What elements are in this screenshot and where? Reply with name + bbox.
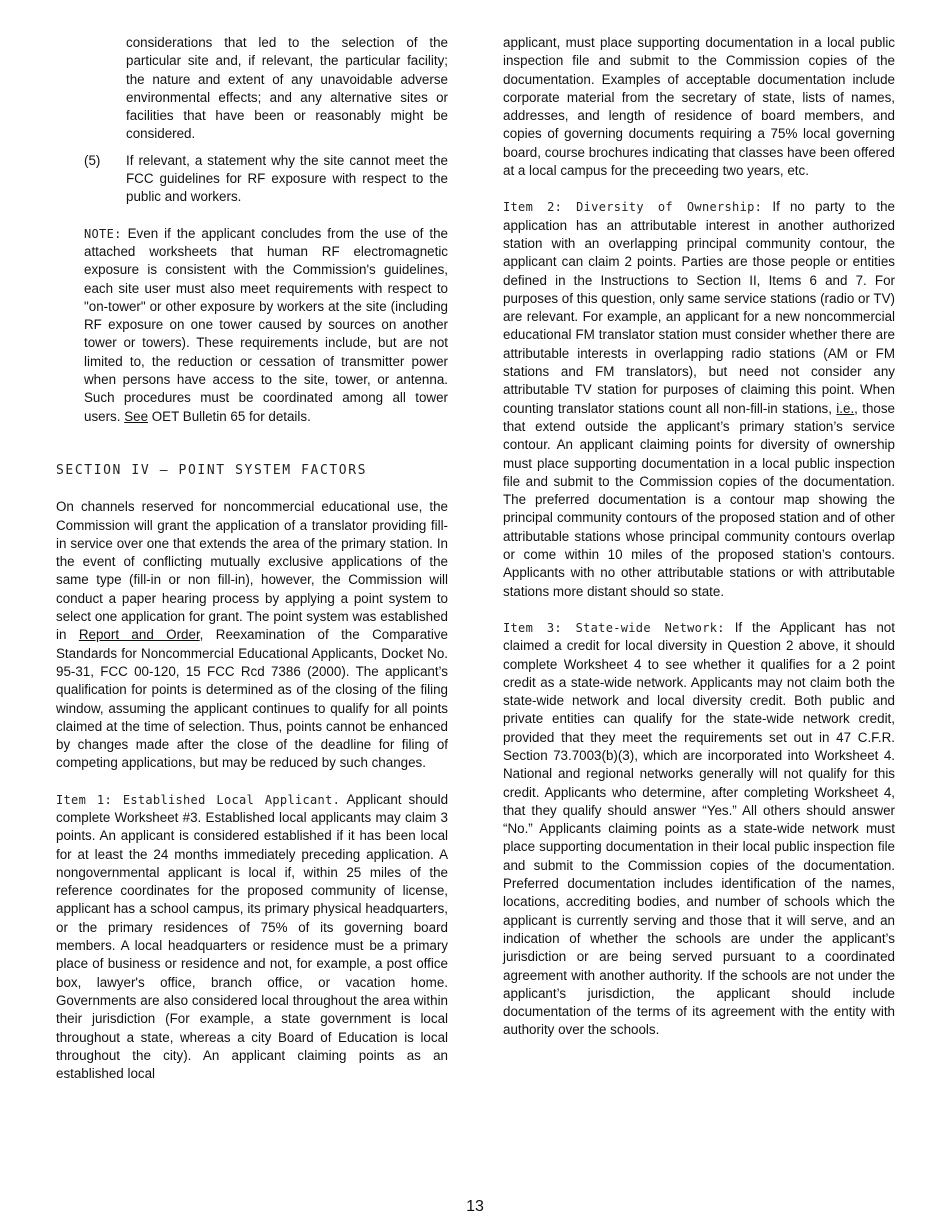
list-item-text: If relevant, a statement why the site cannot meet the FCC guidelines for RF exposure with respect to the public and workers. [126,152,448,205]
item-2-text-2: , those that extend outside the applicant’s primary station’s service contour. An applicant claiming points for diversity of ownership must place supporting documentation in a local public inspection file and submit to the Commission copies of the documentation. The preferred documentation is a contour map showing the principal community contours of the proposed station and of other attributable stations whose principal community contours overlap or come within 10 miles of the proposed station’s contours. Applicants with no other attributable stations or with attributable stations more distant should so state. [503,400,895,599]
item-2-text-1: If no party to the application has an attributable interest in another authorized station with an overlapping principal community contour, the applicant can claim 2 points. Parties are those people or entities defined in the Instructions to Section II, Items 6 and 7. For purposes of this question, only same service stations (radio or TV) are relevant. For example, an applicant for a new noncommercial educational FM translator station must consider whether there are attributable interests in overlapping radio stations (AM or FM stations and FM translators), but need not consider any attributable TV station for purposes of claiming this point. When counting translator stations count all non-fill-in stations, [503,199,895,416]
ie-abbreviation: i.e. [836,400,855,416]
page-number: 13 [466,1198,484,1215]
item-3-label: Item 3: State-wide Network: [503,620,725,635]
continuation-paragraph: considerations that led to the selection of the particular site and, if relevant, the particular facility; the nature and extent of any unavoidable adverse environmental effects; and any alternative sites or facilities that have been or reasonably might be considered. [126,35,448,142]
note-text: Even if the applicant concludes from the use of the attached worksheets that human RF electromagnetic exposure is consistent with the Commission's guidelines, each site user must also meet requirements with respect to "on-tower" or other exposure by workers at the site (including RF exposure on one tower caused by sources on another tower or towers). These requirements include, but are not limited to, the reduction or cessation of transmitter power when persons have access to the site, tower, or antenna. Such procedures must be coordinated among all tower users. [84,225,448,424]
item-2-label: Item 2: Diversity of Ownership: [503,200,763,215]
item-1-paragraph [56,791,448,1084]
note-tail: OET Bulletin 65 for details. [151,408,311,424]
see-reference: See [124,408,149,424]
intro-text-2: , Reexamination of the Comparative Standards for Noncommercial Educational Applicants, Docket No. 95-31, FCC 00-120, 15 FCC Rcd 7386 (2000). The applicant’s qualification for points is determined as of the closing of the filing window, assuming the applicant continues to qualify for all points claimed at the time of selection. Thus, points cannot be enhanced by changes made after the close of the deadline for filing of competing applications, but may be reduced by such changes. [56,627,448,771]
section-heading: SECTION IV – POINT SYSTEM FACTORS [56,462,368,478]
left-column [56,34,448,1083]
item-1-text: Applicant should complete Worksheet #3. Established local applicants may claim 3 points. An applicant is considered established if it has been local for at least the 24 months immediately preceding application. A nongovernmental applicant is local if, within 25 miles of the reference coordinates for the proposed community of license, applicant has a school campus, its primary physical headquarters, or the primary residences of 75% of its governing board members. A local headquarters or residence must be a primary place of business or residence and not, for example, a post office box, lawyer's office, branch office, or vacation home. Governments are also considered local throughout the area within their jurisdiction (For example, a state government is local throughout a state, whereas a city Board of Education is local throughout the city). An applicant claiming points as an established local [56,791,449,1082]
note-paragraph [56,225,448,426]
note-label: NOTE: [84,226,122,241]
intro-text-1: On channels reserved for noncommercial educational use, the Commission will grant the application of a translator providing fill-in service over one that extends the area of the primary station. In the event of conflicting mutually exclusive applications of the same type (fill-in or non fill-in), however, the Commission will conduct a paper hearing process by applying a point system to select one application for grant. The point system was established in [56,499,448,643]
list-item-5 [56,152,448,207]
item-3-text: If the Applicant has not claimed a credit for local diversity in Question 2 above, it should complete Worksheet 4 to see whether it qualifies for a 2 point credit as a state-wide network. Applicants may not claim both the state-wide network and local diversity credit. Both public and private entities can qualify for the state-wide network credit, provided that they meet the requirements set out in 47 C.F.R. Section 73.7003(b)(3), which are incorporated into Worksheet 4. National and regional networks generally will not qualify for this credit. Applicants who determine, after completing Worksheet 4, that they qualify should answer “Yes.” All others should answer “No.” Applicants claiming points as a state-wide network must place supporting documentation in their local public inspection file and submit to the Commission copies of the documentation. Preferred documentation includes identification of the names, locations, accrediting bodies, and number of schools which the applicant is currently serving and those that it will serve, and an indication of whether the schools are under the applicant’s jurisdiction or are being served pursuant to a coordinated agreement with another authority. If the schools are not under the applicant’s jurisdiction, the applicant should include documentation of the terms of its agreement with the entity with authority over the schools. [503,619,895,1038]
continuation-paragraph-right: applicant, must place supporting documentation in a local public inspection file and submit to the Commission copies of the documentation. Examples of acceptable documentation include corporate material from the secretary of state, lists of names, addresses, and length of residence of board members, and copies of governing documents requiring a 75% local governing board, course brochures indicating that classes have been offered at a local campus for the preceeding two years, etc. [503,35,895,179]
item-1-label: Item 1: Established Local Applicant. [56,792,341,807]
item-2-paragraph [503,198,895,601]
right-column [503,34,895,1040]
item-3-paragraph [503,619,895,1040]
list-item-number: (5) [84,152,101,168]
report-and-order-reference: Report and Order [78,627,200,643]
intro-paragraph [56,498,448,772]
